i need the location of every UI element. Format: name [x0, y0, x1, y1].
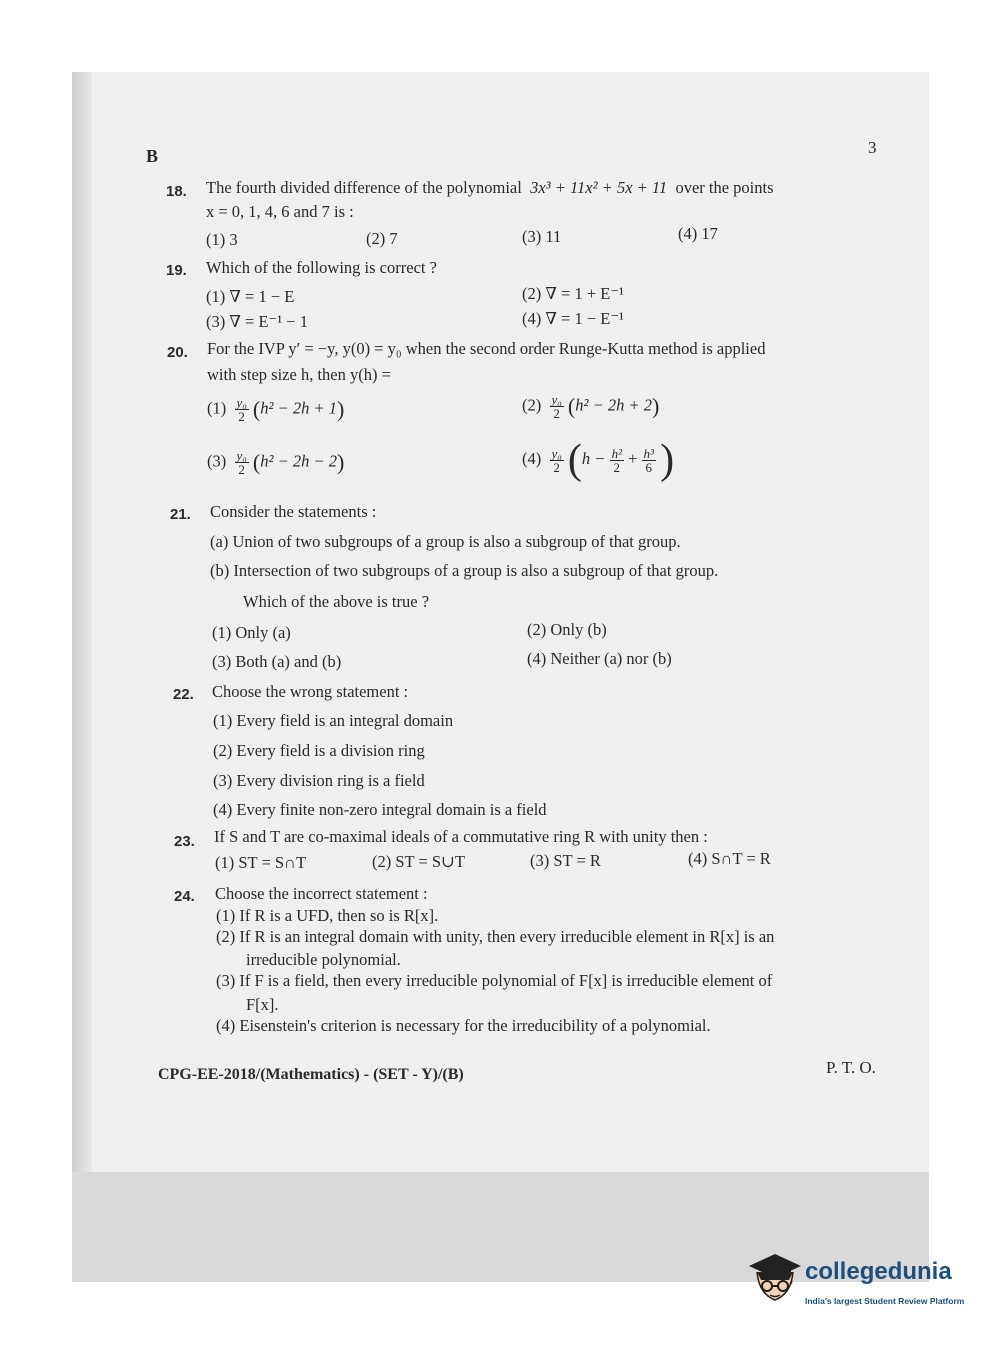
option-4: (4) Eisenstein's criterion is necessary for the irreducibility of a polynomial.	[216, 1016, 711, 1035]
option-1: (1) Only (a)	[212, 623, 291, 642]
question-number: 23.	[174, 833, 195, 850]
option-1: (1) $\frac{\text{y₀}}{2}$ (h² − 2h + 1)	[207, 395, 345, 424]
option-2: (2) ∇ = 1 + E⁻¹	[522, 284, 624, 303]
fraction: $\frac{\text{y₀}}{2}$	[236, 395, 247, 424]
polynomial: 3x³ + 11x² + 5x + 11	[530, 178, 668, 197]
option-1: (1) 3	[206, 230, 238, 249]
option-2: (2) If R is an integral domain with unity, then every irreducible element in R[x] is an	[216, 927, 775, 946]
option-3-line2: F[x].	[246, 995, 279, 1014]
question-number: 21.	[170, 506, 191, 523]
fraction: $\frac{\text{h³}}{6}$	[643, 445, 654, 475]
option-2-line2: irreducible polynomial.	[246, 950, 401, 969]
question-text: The fourth divided difference of the polynomial 3x³ + 11x² + 5x + 11 over the points	[206, 178, 774, 197]
pto-label: P. T. O.	[826, 1058, 876, 1077]
option-3: (3) Both (a) and (b)	[212, 652, 342, 671]
question-text: Choose the incorrect statement :	[215, 884, 428, 903]
option-1: (1) ST = S∩T	[215, 853, 307, 872]
logo-tagline: India's largest Student Review Platform	[805, 1296, 965, 1306]
sub-question: Which of the above is true ?	[243, 592, 430, 611]
question-number: 20.	[167, 344, 188, 361]
option-2: (2) Only (b)	[527, 620, 607, 639]
option-4: (4) S∩T = R	[688, 849, 771, 868]
option-1: (1) If R is a UFD, then so is R[x].	[216, 906, 439, 925]
question-number: 24.	[174, 888, 195, 905]
option-1: (1) Every field is an integral domain	[213, 711, 454, 730]
question-text: If S and T are co-maximal ideals of a commutative ring R with unity then :	[214, 827, 708, 846]
option-2: (2) 7	[366, 229, 398, 248]
option-4: (4) Every finite non-zero integral domain is a field	[213, 800, 547, 819]
set-label: B	[146, 146, 159, 166]
fraction: $\frac{\text{y₀}}{2}$	[551, 392, 562, 421]
question-number: 22.	[173, 686, 194, 703]
statement-b: (b) Intersection of two subgroups of a group is also a subgroup of that group.	[210, 561, 719, 580]
question-text-line2: x = 0, 1, 4, 6 and 7 is :	[206, 202, 354, 221]
option-3: (3) $\frac{\text{y₀}}{2}$ (h² − 2h − 2)	[207, 448, 345, 477]
question-text-line2: with step size h, then y(h) =	[207, 365, 391, 384]
fraction: $\frac{\text{y₀}}{2}$	[551, 445, 562, 475]
question-text: Which of the following is correct ?	[206, 258, 437, 277]
option-4: (4) 17	[678, 224, 718, 243]
question-text: Choose the wrong statement :	[212, 682, 409, 701]
option-3: (3) 11	[522, 227, 562, 246]
option-2: (2) $\frac{\text{y₀}}{2}$ (h² − 2h + 2)	[522, 392, 660, 421]
option-3: (3) If F is a field, then every irreducible polynomial of F[x] is irreducible element of	[216, 971, 773, 990]
statement-a: (a) Union of two subgroups of a group is also a subgroup of that group.	[210, 532, 681, 551]
option-1: (1) ∇ = 1 − E	[206, 287, 295, 306]
fraction: $\frac{\text{y₀}}{2}$	[236, 448, 247, 477]
logo-wordmark: collegedunia	[805, 1258, 952, 1285]
question-text: Consider the statements :	[210, 502, 377, 521]
question-number: 19.	[166, 262, 187, 279]
option-3: (3) ST = R	[530, 851, 601, 870]
question-number: 18.	[166, 183, 187, 200]
option-3: (3) ∇ = E⁻¹ − 1	[206, 312, 308, 331]
option-3: (3) Every division ring is a field	[213, 771, 425, 790]
option-4: (4) Neither (a) nor (b)	[527, 649, 672, 668]
graduate-mascot-icon	[745, 1250, 803, 1314]
paper-code: CPG-EE-2018/(Mathematics) - (SET - Y)/(B)	[158, 1066, 464, 1083]
option-2: (2) Every field is a division ring	[213, 741, 425, 760]
option-4: (4) ∇ = 1 − E⁻¹	[522, 309, 624, 328]
fraction: $\frac{\text{h²}}{2}$	[611, 445, 622, 475]
option-2: (2) ST = S∪T	[372, 852, 465, 871]
option-4: (4) $\frac{\text{y₀}}{2}$ (h − $\frac{\text{h²}}{2}$ + $\frac{\text{h³}}{6}$ )	[522, 437, 675, 483]
page-number: 3	[868, 138, 877, 157]
collegedunia-logo	[745, 1250, 975, 1320]
question-text: For the IVP y′ = −y, y(0) = y₀ when the second order Runge-Kutta method is applied	[207, 339, 766, 358]
